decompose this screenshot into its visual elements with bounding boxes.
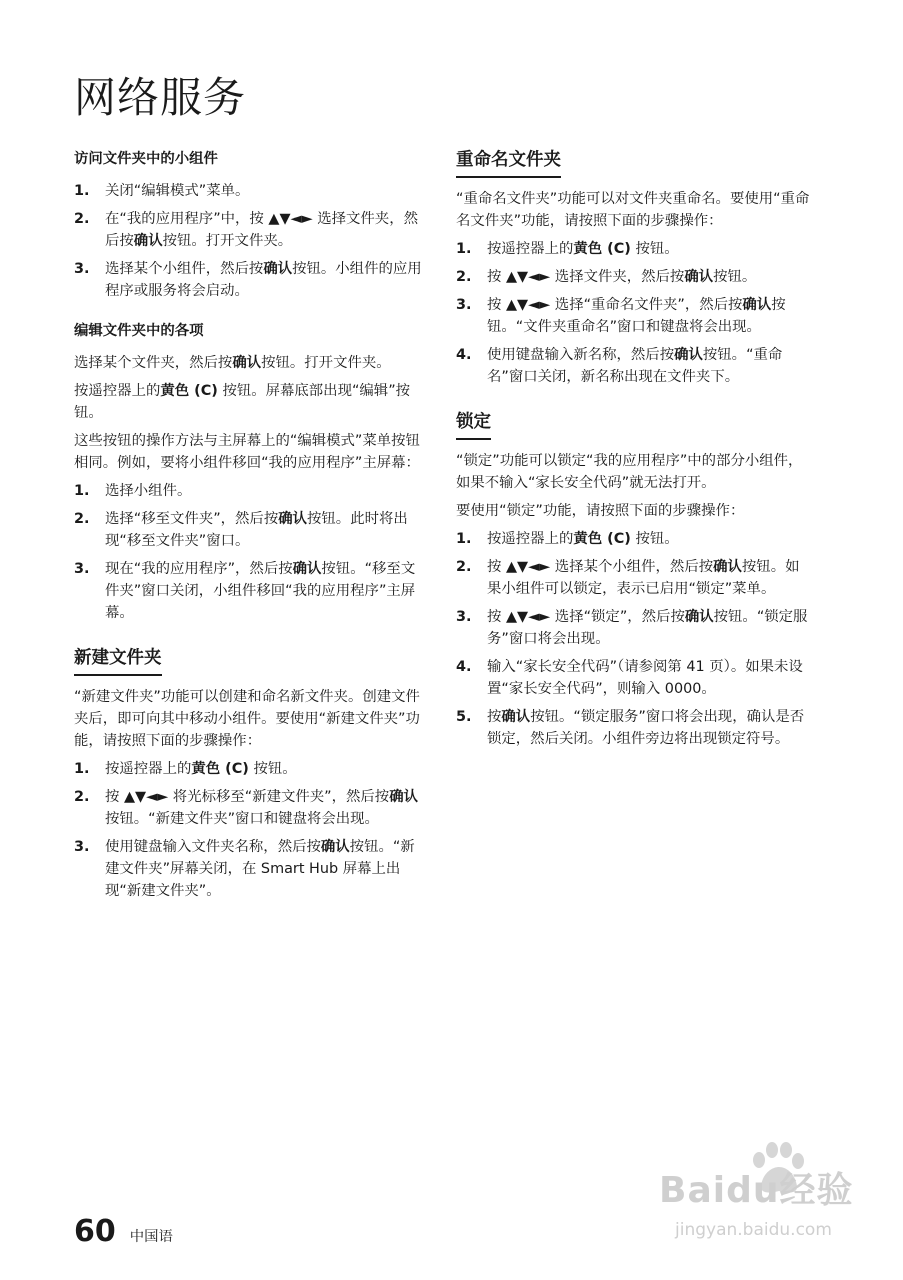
text-run: 按钮。打开文件夹。 bbox=[261, 355, 391, 371]
step-text bbox=[105, 558, 428, 624]
bold-term: 确认 bbox=[263, 261, 293, 277]
text-run: 按遥控器上的 bbox=[74, 383, 161, 399]
step-item bbox=[74, 836, 428, 902]
section-heading-lock: 锁定 bbox=[456, 410, 491, 440]
step-text bbox=[105, 786, 428, 830]
steps-list bbox=[74, 758, 428, 902]
step-text bbox=[487, 556, 810, 600]
step-number: 1. bbox=[456, 531, 472, 547]
step-text bbox=[487, 294, 810, 338]
bold-term: 黄色 (C) bbox=[160, 383, 218, 399]
text-run: 输入“家长安全代码”（请参阅第 41 页）。如果未设置“家长安全代码”，则输入 0000。 bbox=[487, 659, 803, 697]
step-item bbox=[456, 528, 810, 550]
text-run: 按钮。 bbox=[630, 241, 679, 257]
bold-term: 确认 bbox=[684, 269, 714, 285]
text-run: 选择某个小组件，然后按 bbox=[105, 261, 264, 277]
language-label: 中国语 bbox=[129, 1229, 173, 1245]
step-number: 2. bbox=[74, 789, 90, 805]
right-column bbox=[456, 148, 810, 756]
step-item bbox=[456, 266, 810, 288]
bold-term: 确认 bbox=[684, 609, 714, 625]
bold-term: 确认 bbox=[389, 789, 418, 805]
text-run: 按遥控器上的 bbox=[487, 531, 574, 547]
subheading-edit-items: 编辑文件夹中的各项 bbox=[74, 323, 204, 339]
step-text bbox=[105, 508, 428, 552]
text-run: 按钮。屏幕底部出现“编辑”按钮。 bbox=[74, 383, 411, 421]
step-text bbox=[487, 656, 810, 700]
bold-term: 确认 bbox=[674, 347, 703, 363]
text-run: 按钮。“新建文件夹”屏幕关闭，在 Smart Hub 屏幕上出现“新建文件夹”。 bbox=[105, 839, 415, 899]
step-item bbox=[74, 258, 428, 302]
text-run: 按 ▲▼◄► 将光标移至“新建文件夹”，然后按 bbox=[105, 789, 390, 805]
text-run: 选择小组件。 bbox=[105, 483, 192, 499]
step-text bbox=[105, 758, 428, 780]
step-number: 3. bbox=[74, 839, 90, 855]
text-run: 按 ▲▼◄► 选择某个小组件，然后按 bbox=[487, 559, 714, 575]
text-run: 按钮。“锁定服务”窗口将会出现。 bbox=[487, 609, 808, 647]
step-number: 3. bbox=[74, 561, 90, 577]
bold-term: 确认 bbox=[133, 233, 163, 249]
step-number: 3. bbox=[74, 261, 90, 277]
step-text bbox=[487, 706, 810, 750]
step-item bbox=[74, 180, 428, 202]
step-text bbox=[105, 258, 428, 302]
step-number: 2. bbox=[74, 211, 90, 227]
step-item bbox=[456, 656, 810, 700]
text-run: 按 ▲▼◄► 选择“锁定”，然后按 bbox=[487, 609, 685, 625]
step-number: 3. bbox=[456, 297, 472, 313]
step-number: 2. bbox=[456, 269, 472, 285]
paragraph: 这些按钮的操作方法与主屏幕上的“编辑模式”菜单按钮相同。例如，要将小组件移回“我的应用程序”主屏幕： bbox=[74, 433, 420, 471]
step-text bbox=[487, 266, 810, 288]
text-run: 按 ▲▼◄► 选择“重命名文件夹”，然后按 bbox=[487, 297, 743, 313]
text-run: 按钮。“锁定服务”窗口将会出现，确认是否锁定，然后关闭。小组件旁边将出现锁定符号。 bbox=[487, 709, 805, 747]
step-item bbox=[456, 556, 810, 600]
step-text bbox=[105, 480, 428, 502]
step-number: 5. bbox=[456, 709, 472, 725]
text-run: 按钮。“重命名”窗口关闭，新名称出现在文件夹下。 bbox=[487, 347, 783, 385]
text-run: 按钮。小组件的应用程序或服务将会启动。 bbox=[105, 261, 422, 299]
step-text bbox=[487, 238, 810, 260]
paragraph: 要使用“锁定”功能，请按照下面的步骤操作： bbox=[456, 503, 745, 519]
step-number: 2. bbox=[74, 511, 90, 527]
step-text bbox=[105, 208, 428, 252]
text-run: 关闭“编辑模式”菜单。 bbox=[105, 183, 250, 199]
text-run: 按钮。“文件夹重命名”窗口和键盘将会出现。 bbox=[487, 297, 786, 335]
step-text bbox=[487, 606, 810, 650]
step-text bbox=[487, 344, 810, 388]
text-run: 在“我的应用程序”中，按 ▲▼◄► 选择文件夹，然后按 bbox=[105, 211, 418, 249]
bold-term: 黄色 (C) bbox=[573, 531, 631, 547]
text-run: 按钮。“新建文件夹”窗口和键盘将会出现。 bbox=[105, 811, 379, 827]
page-title: 网络服务 bbox=[74, 73, 247, 122]
paragraph: “锁定”功能可以锁定“我的应用程序”中的部分小组件，如果不输入“家长安全代码”就无法打开。 bbox=[456, 453, 803, 491]
text-run: 选择某个文件夹，然后按 bbox=[74, 355, 233, 371]
step-number: 2. bbox=[456, 559, 472, 575]
text-run: 选择“移至文件夹”，然后按 bbox=[105, 511, 279, 527]
text-run: 按 ▲▼◄► 选择文件夹，然后按 bbox=[487, 269, 685, 285]
step-number: 1. bbox=[74, 761, 90, 777]
steps-list bbox=[74, 180, 428, 302]
text-run: 按钮。 bbox=[630, 531, 679, 547]
bold-term: 确认 bbox=[713, 559, 742, 575]
step-number: 3. bbox=[456, 609, 472, 625]
section-heading-rename-folder: 重命名文件夹 bbox=[456, 148, 561, 178]
step-text bbox=[105, 180, 428, 202]
step-number: 4. bbox=[456, 347, 472, 363]
page-footer bbox=[74, 1212, 173, 1252]
step-number: 1. bbox=[74, 183, 90, 199]
step-item bbox=[74, 480, 428, 502]
paragraph: “新建文件夹”功能可以创建和命名新文件夹。创建文件夹后，即可向其中移动小组件。要使用“新建文件夹”功能，请按照下面的步骤操作： bbox=[74, 689, 420, 749]
paragraph bbox=[74, 352, 428, 374]
text-run: 按钮。“移至文件夹”窗口关闭，小组件移回“我的应用程序”主屏幕。 bbox=[105, 561, 416, 621]
paragraph: “重命名文件夹”功能可以对文件夹重命名。要使用“重命名文件夹”功能，请按照下面的步骤操作： bbox=[456, 191, 810, 229]
step-item bbox=[74, 208, 428, 252]
text-run: 按 bbox=[487, 709, 502, 725]
steps-list bbox=[456, 238, 810, 388]
step-text bbox=[487, 528, 810, 550]
step-item bbox=[456, 344, 810, 388]
text-run: 使用键盘输入文件夹名称，然后按 bbox=[105, 839, 321, 855]
text-run: 按遥控器上的 bbox=[487, 241, 574, 257]
text-run: 按遥控器上的 bbox=[105, 761, 192, 777]
step-item bbox=[456, 238, 810, 260]
bold-term: 确认 bbox=[320, 839, 350, 855]
text-run: 按钮。 bbox=[713, 269, 757, 285]
step-item bbox=[74, 558, 428, 624]
text-run: 使用键盘输入新名称，然后按 bbox=[487, 347, 675, 363]
step-item bbox=[74, 758, 428, 780]
step-number: 4. bbox=[456, 659, 472, 675]
bold-term: 确认 bbox=[232, 355, 262, 371]
step-item bbox=[456, 706, 810, 750]
bold-term: 确认 bbox=[501, 709, 531, 725]
subheading-access-widgets: 访问文件夹中的小组件 bbox=[74, 151, 218, 167]
text-run: 现在“我的应用程序”，然后按 bbox=[105, 561, 293, 577]
step-number: 1. bbox=[456, 241, 472, 257]
watermark-brand: Baidu经验 bbox=[659, 1170, 854, 1211]
step-item bbox=[74, 508, 428, 552]
step-item bbox=[74, 786, 428, 830]
step-text bbox=[105, 836, 428, 902]
text-run: 按钮。打开文件夹。 bbox=[162, 233, 293, 249]
bold-term: 黄色 (C) bbox=[191, 761, 249, 777]
page-number: 60 bbox=[74, 1214, 116, 1249]
steps-list bbox=[456, 528, 810, 750]
baidu-watermark bbox=[659, 1140, 869, 1258]
left-column bbox=[74, 148, 428, 908]
section-heading-new-folder: 新建文件夹 bbox=[74, 646, 162, 676]
text-run: 按钮。如果小组件可以锁定，表示已启用“锁定”菜单。 bbox=[487, 559, 800, 597]
steps-list bbox=[74, 480, 428, 624]
watermark-url: jingyan.baidu.com bbox=[675, 1220, 832, 1240]
bold-term: 确认 bbox=[742, 297, 772, 313]
bold-term: 确认 bbox=[292, 561, 322, 577]
bold-term: 确认 bbox=[278, 511, 308, 527]
step-number: 1. bbox=[74, 483, 90, 499]
text-run: 按钮。 bbox=[248, 761, 297, 777]
paragraph bbox=[74, 380, 428, 424]
step-item bbox=[456, 294, 810, 338]
text-run: 按钮。此时将出现“移至文件夹”窗口。 bbox=[105, 511, 408, 549]
bold-term: 黄色 (C) bbox=[573, 241, 631, 257]
step-item bbox=[456, 606, 810, 650]
